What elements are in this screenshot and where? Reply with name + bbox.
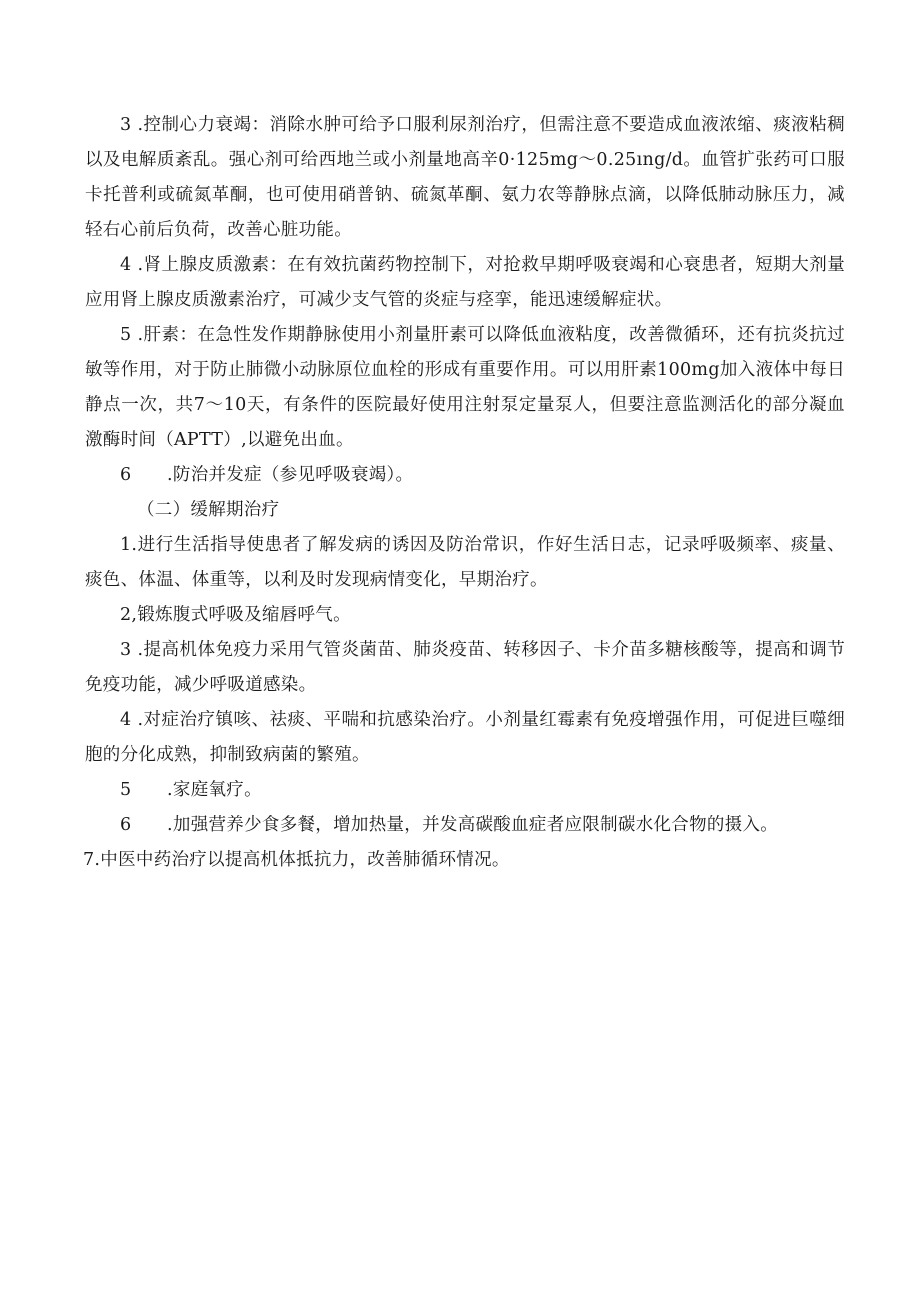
paragraph-complications: 6 .防治并发症（参见呼吸衰竭）。 (120, 465, 414, 485)
paragraph-nutrition: 6 .加强营养少食多餐，增加热量，并发高碳酸血症者应限制碳水化合物的摄入。 (120, 815, 779, 835)
paragraph-home-oxygen: 5 .家庭氧疗。 (120, 780, 262, 800)
document-body (85, 108, 845, 878)
paragraph-heart-failure: 3 .控制心力衰竭：消除水肿可给予口服利尿剂治疗，但需注意不要造成血液浓缩、痰液粘稠以及电解质紊乱。强心剂可给西地兰或小剂量地高辛0·125mg～0.25ıng/d。血管扩张药可口服卡托普利或硫氮革酮，也可使用硝普钠、硫氮革酮、氨力农等静脉点滴，以降低肺动脉压力，减轻右心前后负荷，改善心脏功能。 (85, 115, 845, 240)
paragraph-breathing-exercise: 2,锻炼腹式呼吸及缩唇呼气。 (120, 605, 351, 625)
section-heading-remission: （二）缓解期治疗 (137, 500, 280, 520)
paragraph-symptomatic-treatment: 4 .对症治疗镇咳、祛痰、平喘和抗感染治疗。小剂量红霉素有免疫增强作用，可促进巨噬细胞的分化成熟，抑制致病菌的繁殖。 (85, 710, 845, 765)
paragraph-tcm-treatment: 7.中医中药治疗以提高机体抵抗力，改善肺循环情况。 (83, 850, 510, 870)
paragraph-heparin: 5 .肝素：在急性发作期静脉使用小剂量肝素可以降低血液粘度，改善微循环，还有抗炎抗过敏等作用，对于防止肺微小动脉原位血栓的形成有重要作用。可以用肝素100mg加入液体中每日静点一次，共7～10天，有条件的医院最好使用注射泵定量泵人，但要注意监测活化的部分凝血激酶时间（APTT）,以避免出血。 (85, 325, 845, 450)
paragraph-immunity: 3 .提高机体免疫力采用气管炎菌苗、肺炎疫苗、转移因子、卡介苗多糖核酸等，提高和调节免疫功能，减少呼吸道感染。 (85, 640, 845, 695)
paragraph-life-guidance: 1.进行生活指导使患者了解发病的诱因及防治常识，作好生活日志，记录呼吸频率、痰量、痰色、体温、体重等，以利及时发现病情变化，早期治疗。 (85, 535, 845, 590)
paragraph-corticosteroids: 4 .肾上腺皮质激素：在有效抗菌药物控制下，对抢救早期呼吸衰竭和心衰患者，短期大剂量应用肾上腺皮质激素治疗，可减少支气管的炎症与痉挛，能迅速缓解症状。 (85, 255, 845, 310)
